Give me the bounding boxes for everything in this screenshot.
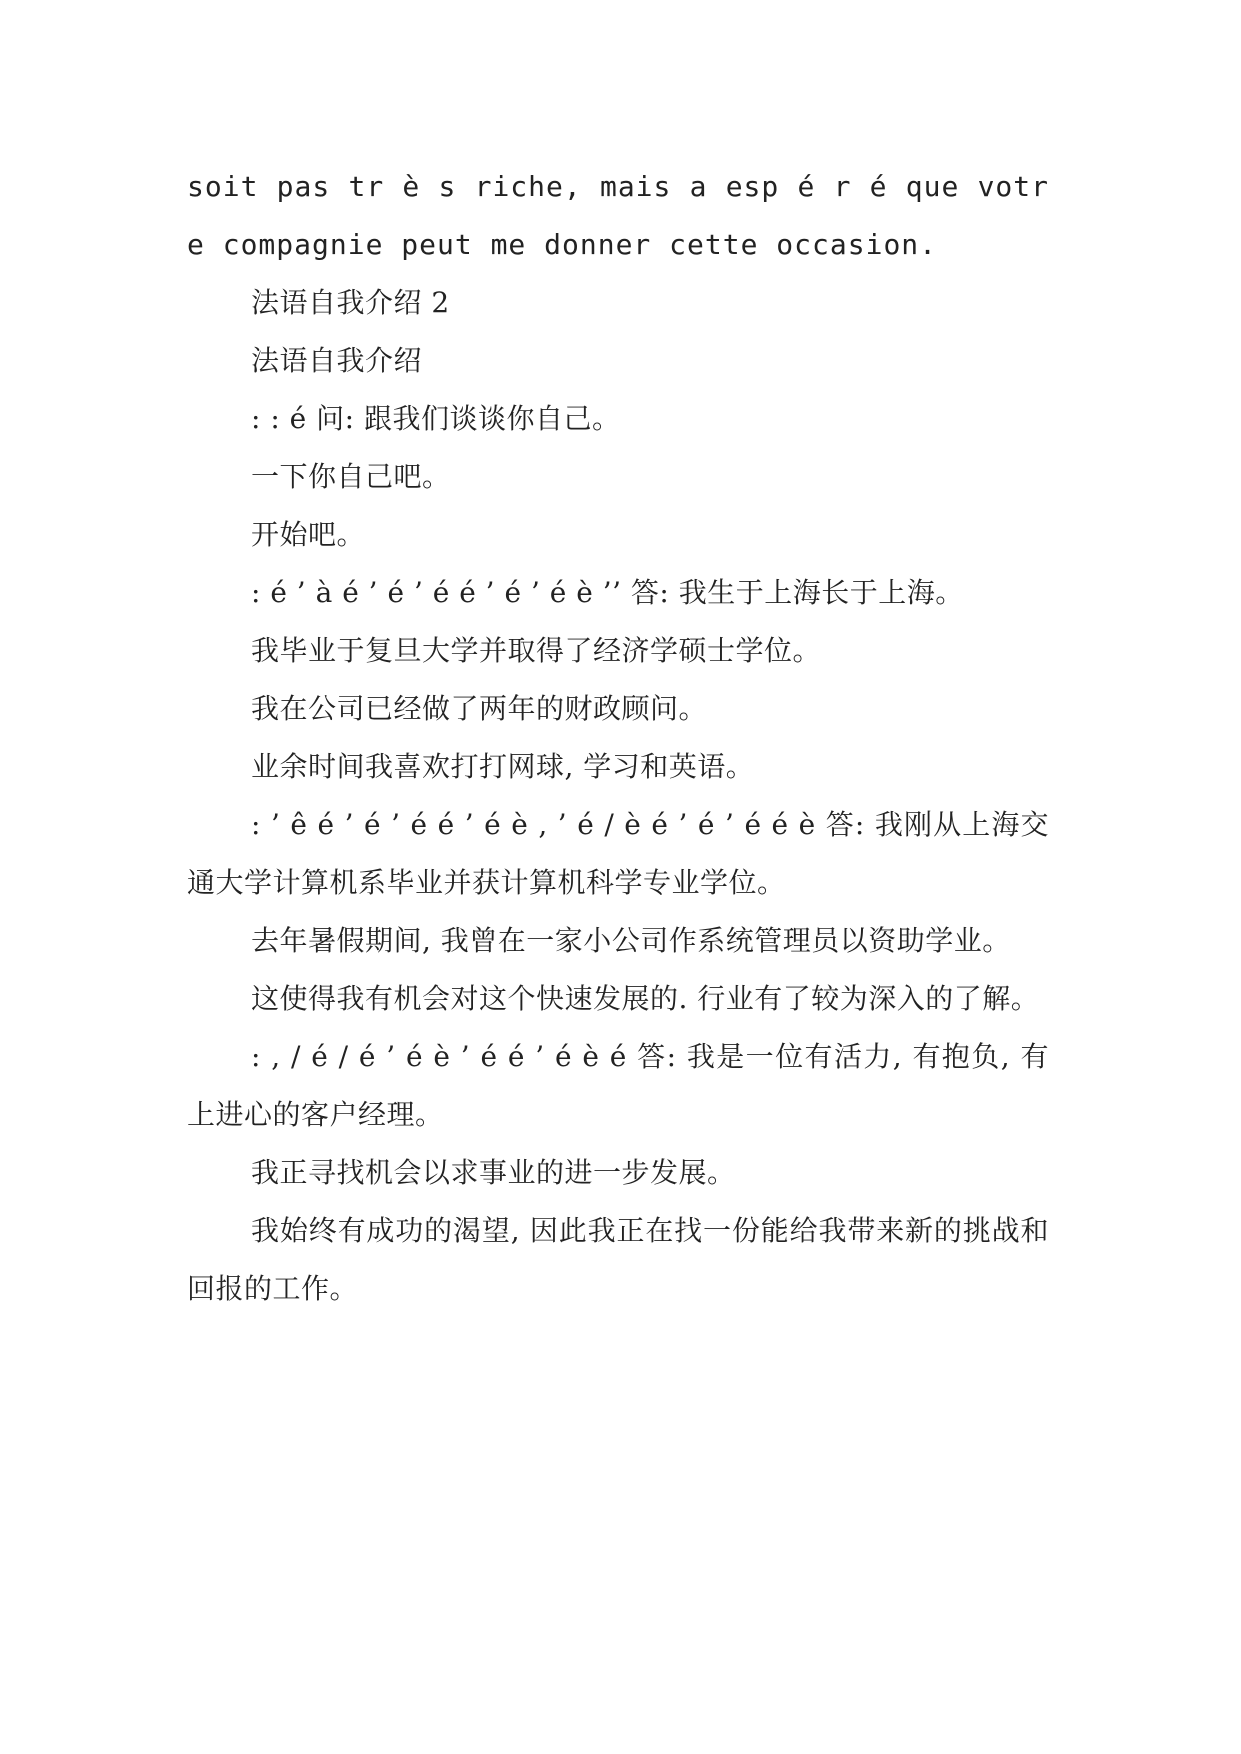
paragraph-1: soit pas tr è s riche, mais a esp é r é que votre compagnie peut me donner cette occasion. [187, 170, 1049, 261]
paragraph-10: 业余时间我喜欢打打网球, 学习和英语。 [251, 750, 755, 783]
document-body [187, 158, 1049, 1318]
paragraph-16: 我始终有成功的渴望, 因此我正在找一份能给我带来新的挑战和回报的工作。 [187, 1214, 1049, 1305]
paragraph-12: 去年暑假期间, 我曾在一家小公司作系统管理员以资助学业。 [251, 924, 1011, 957]
paragraph-6: 开始吧。 [251, 518, 366, 551]
paragraph-14: : , / é / é ’ é è ’ é é ’ é è é 答: 我是一位有活力, 有抱负, 有上进心的客户经理。 [187, 1040, 1049, 1131]
paragraph-15: 我正寻找机会以求事业的进一步发展。 [251, 1156, 736, 1189]
paragraph-5: 一下你自己吧。 [251, 460, 451, 493]
paragraph-13: 这使得我有机会对这个快速发展的. 行业有了较为深入的了解。 [251, 982, 1040, 1015]
paragraph-3: 法语自我介绍 [251, 344, 423, 377]
paragraph-8: 我毕业于复旦大学并取得了经济学硕士学位。 [251, 634, 822, 667]
paragraph-7: : é ’ à é ’ é ’ é é ’ é ’ é è ’’ 答: 我生于上海长于上海。 [251, 576, 964, 609]
paragraph-9: 我在公司已经做了两年的财政顾问。 [251, 692, 708, 725]
paragraph-2: 法语自我介绍 2 [251, 286, 450, 319]
paragraph-4: : : é 问: 跟我们谈谈你自己。 [251, 402, 621, 435]
paragraph-11: : ’ ê é ’ é ’ é é ’ é è , ’ é / è é ’ é ’ é é è 答: 我刚从上海交通大学计算机系毕业并获计算机科学专业学位。 [187, 808, 1049, 899]
